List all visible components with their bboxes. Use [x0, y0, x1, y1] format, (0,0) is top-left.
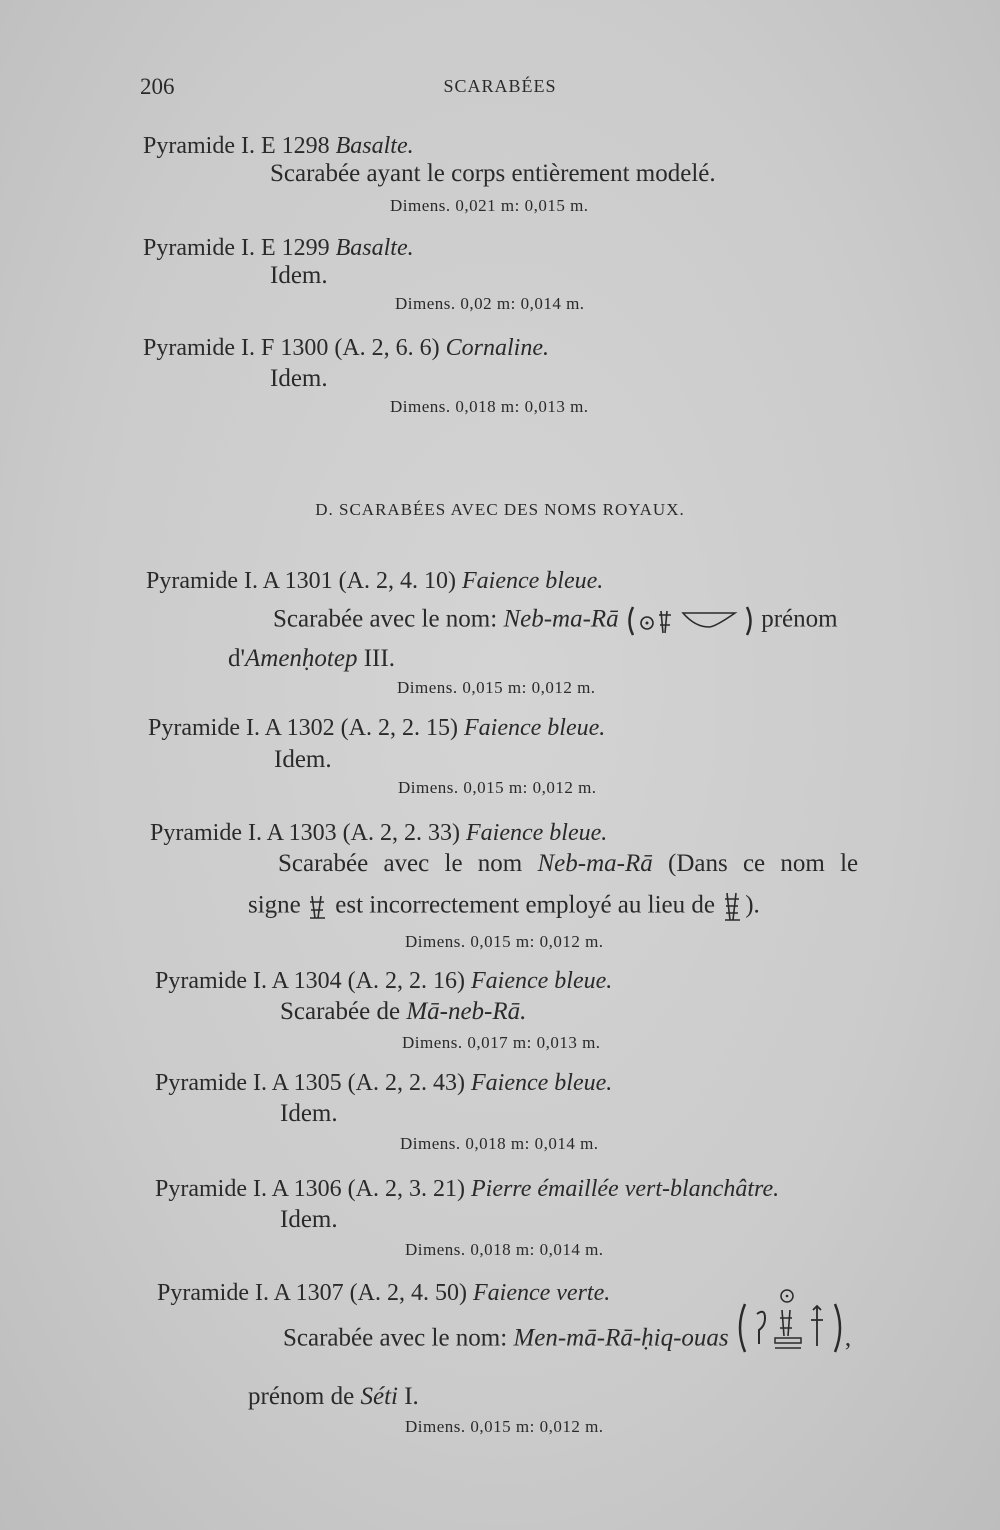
hieroglyph-sign-icon — [307, 892, 329, 922]
entry-source: (A. 2, 2. 43) — [347, 1070, 465, 1096]
entry-title — [146, 568, 603, 595]
entry-ref: Pyramide I. A 1301 — [146, 568, 333, 594]
royal-name: Mā-neb-Rā. — [406, 998, 527, 1025]
entry-ref: Pyramide I. A 1304 — [155, 968, 342, 994]
royal-name: Amenḥotep — [245, 645, 358, 672]
royal-name: Men-mā-Rā-ḥiq-ouas — [513, 1324, 729, 1352]
entry-source: (A. 2, 3. 21) — [347, 1176, 465, 1202]
hieroglyph-sign-icon — [721, 890, 745, 924]
entry-material: Faience bleue. — [465, 820, 608, 846]
description-text: ). — [745, 891, 760, 919]
entry-description: Idem. — [270, 365, 328, 392]
description-text: (Dans ce nom le — [668, 850, 859, 877]
entry-dimensions: Dimens. 0,015 m: 0,012 m. — [405, 932, 604, 951]
entry-ref: Pyramide I. A 1305 — [155, 1070, 342, 1096]
entry-dimensions: Dimens. 0,018 m: 0,013 m. — [390, 397, 589, 416]
entry-title — [143, 133, 414, 160]
entry-ref: Pyramide I. A 1306 — [155, 1176, 342, 1202]
cartouche-hieroglyph-icon — [625, 603, 755, 639]
description-text: Scarabée avec le nom — [278, 850, 523, 877]
description-text: signe — [248, 891, 301, 919]
entry-description: Idem. — [280, 1100, 338, 1127]
entry-title — [155, 1070, 612, 1097]
royal-name: Neb-ma-Rā — [503, 605, 619, 633]
running-head — [0, 74, 1000, 104]
entry-dimensions: Dimens. 0,017 m: 0,013 m. — [402, 1033, 601, 1052]
entry-source: (A. 2, 2. 15) — [340, 715, 458, 741]
entry-ref: Pyramide I. F 1300 — [143, 335, 329, 361]
entry-material: Pierre émaillée vert-blanchâtre. — [470, 1176, 780, 1202]
entry-dimensions: Dimens. 0,015 m: 0,012 m. — [398, 778, 597, 797]
entry-ref: Pyramide I. E 1299 — [143, 235, 330, 261]
entry-material: Cornaline. — [445, 335, 549, 361]
entry-source: (A. 2, 2. 16) — [347, 968, 465, 994]
entry-title — [150, 820, 607, 847]
entry-material: Faience verte. — [472, 1280, 611, 1306]
entry-description: Scarabée ayant le corps entièrement modelé. — [270, 160, 716, 187]
entry-dimensions: Dimens. 0,015 m: 0,012 m. — [405, 1417, 604, 1436]
entry-description — [273, 603, 838, 639]
royal-name: Séti — [360, 1383, 398, 1410]
description-text: prénom — [761, 605, 838, 633]
entry-source: (A. 2, 4. 50) — [349, 1280, 467, 1306]
description-text: est incorrectement employé au lieu de — [335, 891, 715, 919]
entry-material: Basalte. — [335, 133, 414, 159]
description-text: III. — [363, 645, 395, 672]
entry-description — [280, 998, 526, 1026]
entry-material: Faience bleue. — [470, 1070, 613, 1096]
description-text: I. — [404, 1383, 419, 1410]
entry-description: Idem. — [274, 746, 332, 773]
entry-material: Basalte. — [335, 235, 414, 261]
entry-description — [248, 890, 760, 924]
entry-description: Idem. — [270, 262, 328, 289]
running-title: SCARABÉES — [443, 76, 557, 96]
entry-title — [148, 715, 605, 742]
entry-description — [228, 645, 395, 673]
entry-material: Faience bleue. — [470, 968, 613, 994]
entry-description — [278, 850, 858, 878]
entry-ref: Pyramide I. A 1302 — [148, 715, 335, 741]
page-number: 206 — [140, 74, 175, 99]
entry-source: (A. 2, 2. 33) — [342, 820, 460, 846]
description-text: Scarabée avec le nom: — [273, 605, 498, 633]
entry-title — [155, 968, 612, 995]
entry-description — [283, 1320, 851, 1360]
section-heading: D. SCARABÉES AVEC DES NOMS ROYAUX. — [315, 500, 685, 519]
entry-dimensions: Dimens. 0,02 m: 0,014 m. — [395, 294, 585, 313]
description-text: d' — [228, 645, 246, 672]
entry-source: (A. 2, 4. 10) — [338, 568, 456, 594]
entry-description: Idem. — [280, 1206, 338, 1233]
entry-dimensions: Dimens. 0,021 m: 0,015 m. — [390, 196, 589, 215]
entry-dimensions: Dimens. 0,015 m: 0,012 m. — [397, 678, 596, 697]
entry-material: Faience bleue. — [463, 715, 606, 741]
description-text: Scarabée de — [280, 998, 401, 1025]
entry-dimensions: Dimens. 0,018 m: 0,014 m. — [400, 1134, 599, 1153]
entry-dimensions: Dimens. 0,018 m: 0,014 m. — [405, 1240, 604, 1259]
entry-ref: Pyramide I. A 1307 — [157, 1280, 344, 1306]
royal-name: Neb-ma-Rā — [537, 850, 653, 877]
entry-ref: Pyramide I. A 1303 — [150, 820, 337, 846]
entry-material: Faience bleue. — [461, 568, 604, 594]
description-text: Scarabée avec le nom: — [283, 1324, 508, 1352]
entry-title — [143, 335, 549, 362]
entry-ref: Pyramide I. E 1298 — [143, 133, 330, 159]
entry-title — [157, 1280, 610, 1307]
entry-title — [155, 1176, 779, 1203]
entry-source: (A. 2, 6. 6) — [334, 335, 440, 361]
description-text: prénom de — [248, 1383, 355, 1410]
cartouche-hieroglyph-icon — [735, 1286, 845, 1360]
entry-title — [143, 235, 414, 262]
entry-description — [248, 1383, 419, 1411]
description-text: , — [844, 1324, 852, 1352]
